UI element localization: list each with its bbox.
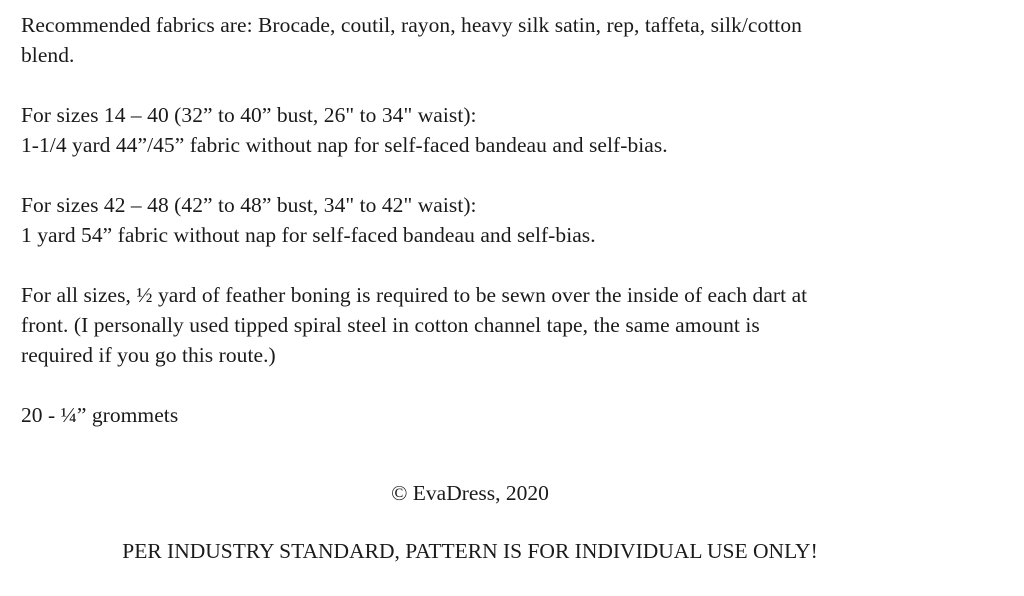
fabrics-line-1: Recommended fabrics are: Brocade, coutil, rayon, heavy silk satin, rep, taffeta, silk/cotton (21, 13, 802, 37)
boning-line-3: required if you go this route.) (21, 343, 276, 367)
boning-line-2: front. (I personally used tipped spiral steel in cotton channel tape, the same amount is (21, 313, 760, 337)
sizes-large-heading: For sizes 42 – 48 (42” to 48” bust, 34" to 42" waist): (21, 193, 477, 217)
sizes-large-paragraph (21, 190, 1011, 250)
sizes-small-paragraph (21, 100, 1011, 160)
sizes-small-heading: For sizes 14 – 40 (32” to 40” bust, 26" to 34" waist): (21, 103, 477, 127)
sizes-large-detail: 1 yard 54” fabric without nap for self-faced bandeau and self-bias. (21, 223, 596, 247)
sizes-small-detail: 1-1/4 yard 44”/45” fabric without nap for self-faced bandeau and self-bias. (21, 133, 668, 157)
boning-line-1: For all sizes, ½ yard of feather boning is required to be sewn over the inside of each dart at (21, 283, 808, 307)
fabrics-paragraph (21, 10, 1011, 70)
boning-paragraph (21, 280, 1011, 370)
document-body (21, 10, 1011, 460)
fabrics-line-2: blend. (21, 43, 75, 67)
grommets-paragraph (21, 400, 1011, 430)
usage-notice: PER INDUSTRY STANDARD, PATTERN IS FOR INDIVIDUAL USE ONLY! (122, 539, 818, 563)
copyright-notice: © EvaDress, 2020 (391, 481, 549, 505)
grommets-line: 20 - ¼” grommets (21, 403, 179, 427)
